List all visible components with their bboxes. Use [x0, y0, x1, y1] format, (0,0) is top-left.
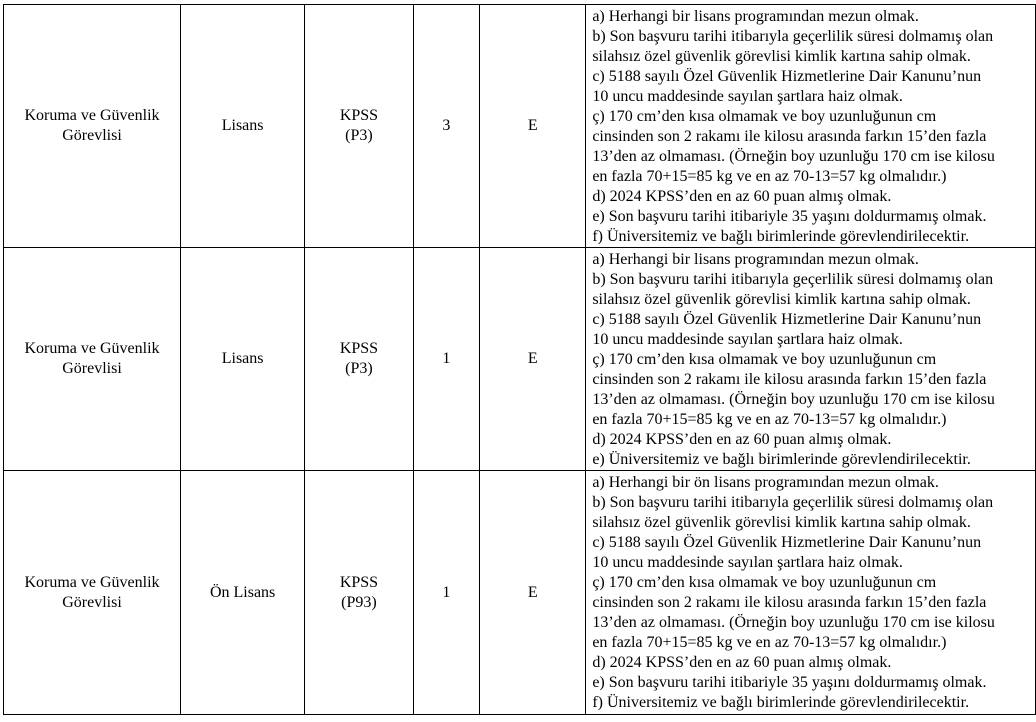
position-count: 1: [442, 583, 451, 601]
requirement-line: en fazla 70+15=85 kg ve en az 70-13=57 kg olmalıdır.): [592, 634, 947, 651]
requirement-line: 10 uncu maddesinde sayılan şartlara haiz olmak.: [592, 554, 903, 571]
table-row: [4, 248, 1036, 471]
position-line: Koruma ve Güvenlik: [24, 107, 160, 124]
position-count: 3: [442, 117, 451, 134]
position-line: Koruma ve Güvenlik: [24, 573, 160, 591]
requirement-line: d) 2024 KPSS’den en az 60 puan almış olmak.: [592, 188, 892, 205]
position-line: Görevlisi: [62, 127, 122, 144]
gender: E: [527, 583, 538, 601]
requirement-line: a) Herhangi bir lisans programından mezun olmak.: [592, 8, 919, 25]
exam-cell: [305, 248, 413, 471]
requirement-line: c) 5188 sayılı Özel Güvenlik Hizmetlerine Dair Kanunu’nun: [592, 311, 982, 328]
requirement-line: 13’den az olmaması. (Örneğin boy uzunluğu 170 cm ise kilosu: [592, 391, 995, 408]
education-cell: [180, 471, 304, 715]
requirement-line: cinsinden son 2 rakamı ile kilosu arasında farkın 15’den fazla: [592, 371, 987, 388]
count-cell: [413, 5, 480, 248]
requirement-line: f) Üniversitemiz ve bağlı birimlerinde görevlendirilecektir.: [592, 228, 970, 245]
requirement-line: b) Son başvuru tarihi itibarıyla geçerlilik süresi dolmamış olan: [592, 28, 994, 45]
requirement-line: cinsinden son 2 rakamı ile kilosu arasında farkın 15’den fazla: [592, 594, 987, 611]
requirement-line: cinsinden son 2 rakamı ile kilosu arasında farkın 15’den fazla: [592, 128, 987, 145]
education-level: Ön Lisans: [209, 583, 276, 601]
requirement-line: d) 2024 KPSS’den en az 60 puan almış olmak.: [592, 431, 892, 448]
requirement-line: ç) 170 cm’den kısa olmamak ve boy uzunluğunun cm: [592, 574, 937, 591]
requirement-line: ç) 170 cm’den kısa olmamak ve boy uzunluğunun cm: [592, 108, 937, 125]
gender-cell: [480, 471, 586, 715]
position-cell: [4, 471, 181, 715]
education-level: Lisans: [221, 117, 264, 134]
education-level: Lisans: [221, 350, 264, 367]
exam-type: KPSS: [339, 573, 379, 591]
requirement-line: silahsız özel güvenlik görevlisi kimlik kartına sahip olmak.: [592, 48, 971, 65]
exam-score-type: (P3): [345, 127, 373, 144]
exam-type: KPSS: [339, 340, 379, 357]
education-cell: [180, 248, 304, 471]
gender-cell: [480, 5, 586, 248]
education-cell: [180, 5, 304, 248]
requirement-line: ç) 170 cm’den kısa olmamak ve boy uzunluğunun cm: [592, 351, 937, 368]
exam-cell: [305, 471, 413, 715]
requirement-line: a) Herhangi bir ön lisans programından mezun olmak.: [592, 474, 939, 491]
requirement-line: 13’den az olmaması. (Örneğin boy uzunluğu 170 cm ise kilosu: [592, 148, 995, 165]
requirement-line: 13’den az olmaması. (Örneğin boy uzunluğu 170 cm ise kilosu: [592, 614, 995, 631]
requirements-cell: [586, 248, 1036, 471]
position-count: 1: [442, 350, 451, 367]
position-line: Koruma ve Güvenlik: [24, 340, 160, 357]
exam-score-type: (P93): [341, 593, 377, 611]
table-row: [4, 5, 1036, 248]
requirement-line: d) 2024 KPSS’den en az 60 puan almış olmak.: [592, 654, 892, 671]
requirement-line: b) Son başvuru tarihi itibarıyla geçerlilik süresi dolmamış olan: [592, 271, 994, 288]
requirement-line: c) 5188 sayılı Özel Güvenlik Hizmetlerine Dair Kanunu’nun: [592, 534, 982, 551]
requirement-line: b) Son başvuru tarihi itibarıyla geçerlilik süresi dolmamış olan: [592, 494, 994, 511]
requirement-line: 10 uncu maddesinde sayılan şartlara haiz olmak.: [592, 88, 903, 105]
count-cell: [413, 471, 480, 715]
positions-table: [3, 4, 1036, 715]
gender: E: [527, 117, 538, 134]
requirement-line: silahsız özel güvenlik görevlisi kimlik kartına sahip olmak.: [592, 291, 971, 308]
table-row: [4, 471, 1036, 715]
requirements-cell: [586, 471, 1036, 715]
exam-type: KPSS: [339, 107, 379, 124]
requirement-line: e) Son başvuru tarihi itibariyle 35 yaşını doldurmamış olmak.: [592, 208, 987, 225]
requirements-cell: [586, 5, 1036, 248]
requirement-line: silahsız özel güvenlik görevlisi kimlik kartına sahip olmak.: [592, 514, 971, 531]
position-line: Görevlisi: [62, 360, 122, 377]
requirement-line: en fazla 70+15=85 kg ve en az 70-13=57 kg olmalıdır.): [592, 168, 947, 185]
gender: E: [527, 350, 538, 367]
position-cell: [4, 248, 181, 471]
requirement-line: a) Herhangi bir lisans programından mezun olmak.: [592, 251, 919, 268]
exam-cell: [305, 5, 413, 248]
requirement-line: e) Üniversitemiz ve bağlı birimlerinde görevlendirilecektir.: [592, 451, 971, 468]
count-cell: [413, 248, 480, 471]
requirement-line: f) Üniversitemiz ve bağlı birimlerinde görevlendirilecektir.: [592, 694, 970, 711]
position-cell: [4, 5, 181, 248]
position-line: Görevlisi: [62, 593, 122, 611]
requirement-line: e) Son başvuru tarihi itibariyle 35 yaşını doldurmamış olmak.: [592, 674, 987, 691]
requirement-line: 10 uncu maddesinde sayılan şartlara haiz olmak.: [592, 331, 903, 348]
gender-cell: [480, 248, 586, 471]
exam-score-type: (P3): [345, 360, 373, 377]
requirement-line: c) 5188 sayılı Özel Güvenlik Hizmetlerine Dair Kanunu’nun: [592, 68, 982, 85]
requirement-line: en fazla 70+15=85 kg ve en az 70-13=57 kg olmalıdır.): [592, 411, 947, 428]
